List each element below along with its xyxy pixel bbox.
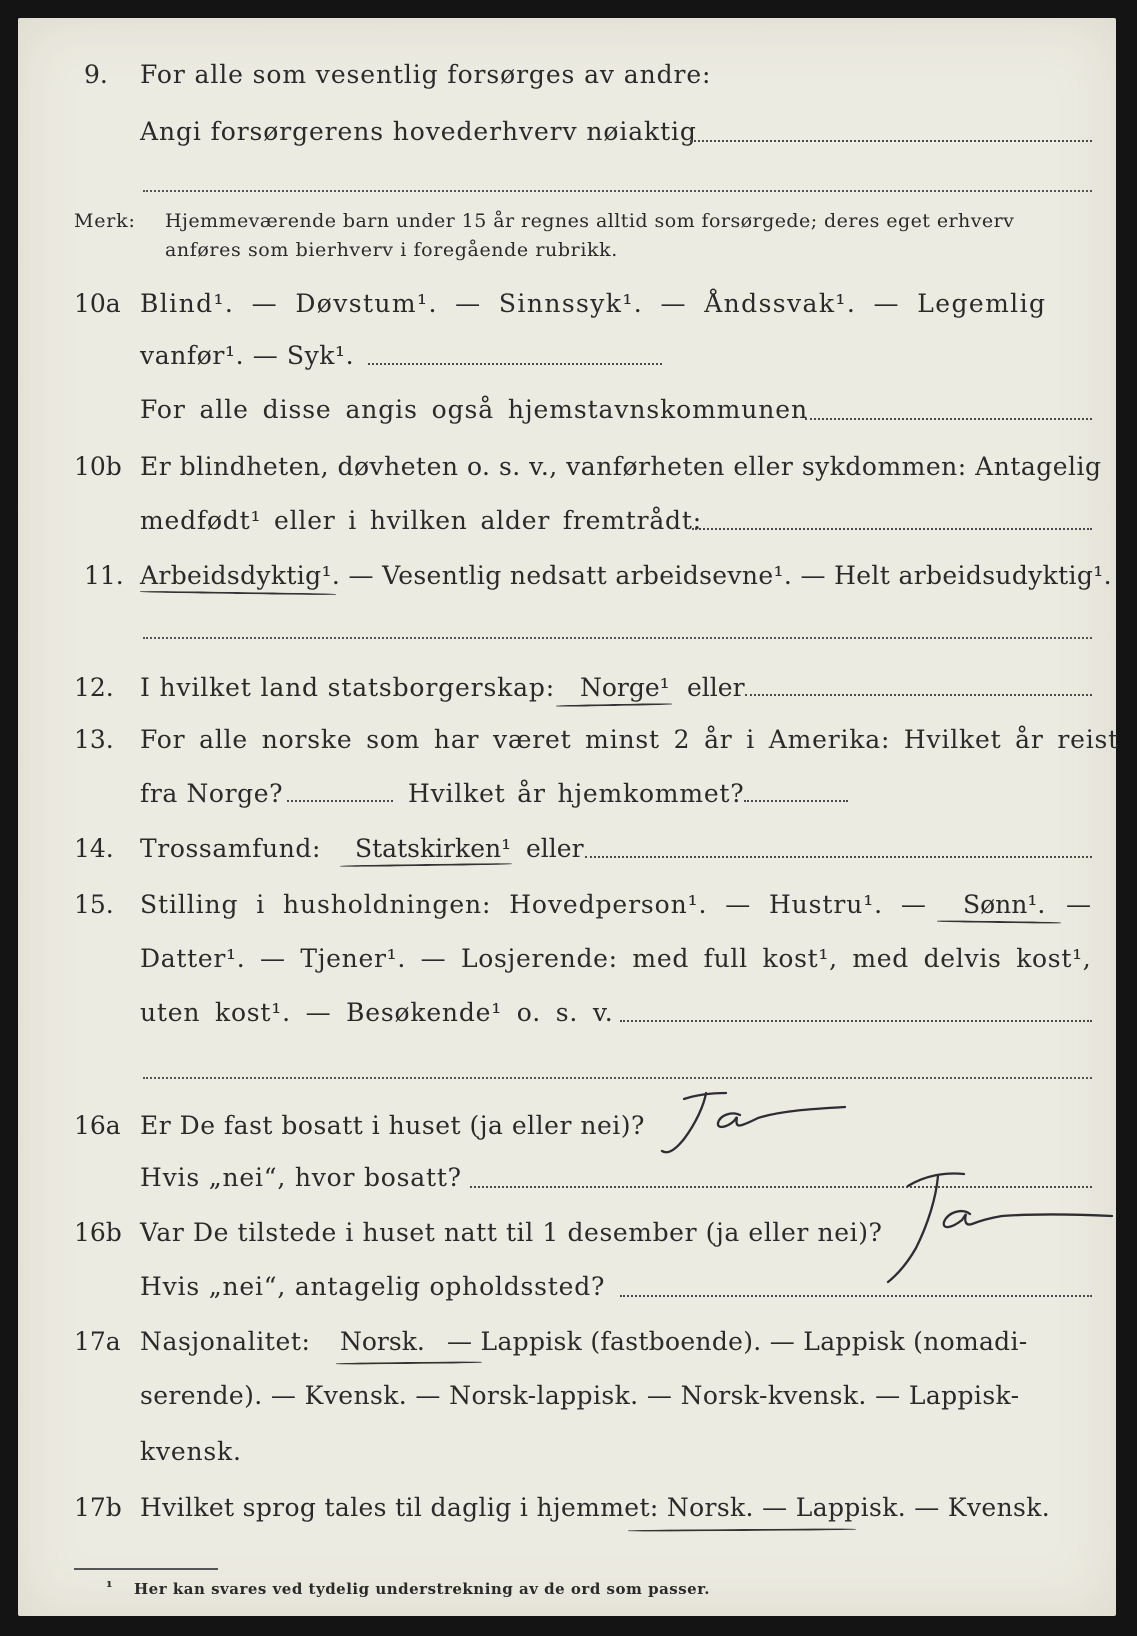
q10b-line1: Er blindheten, døvheten o. s. v., vanførheten eller sykdommen: Antagelig xyxy=(140,452,1102,481)
q10b-line2: medfødt¹ eller i hvilken alder fremtrådt: xyxy=(140,506,702,535)
q16b-line2: Hvis „nei“, antagelig opholdssted? xyxy=(140,1272,606,1301)
q12-norge: Norge¹ xyxy=(580,673,670,702)
q14-eller: eller xyxy=(526,834,584,863)
q15-number: 15. xyxy=(74,890,114,919)
q11-number: 11. xyxy=(84,561,124,590)
svg-text:Ja: Ja xyxy=(640,1085,641,1086)
q13-line2a: fra Norge? xyxy=(140,779,284,808)
q15-answer-line-2[interactable] xyxy=(143,1077,1092,1079)
merk-line1: Hjemmeværende barn under 15 år regnes alltid som forsørgede; deres eget erhverv xyxy=(165,210,1015,232)
q12-answer-line[interactable] xyxy=(745,694,1092,696)
q10b-number: 10b xyxy=(74,452,122,481)
q17a-number: 17a xyxy=(74,1327,121,1356)
q17a-rest1: — Lappisk (fastboende). — Lappisk (nomadi- xyxy=(447,1327,1028,1356)
q14-statskirken: Statskirken¹ xyxy=(355,834,512,863)
q11-line1: Arbeidsdyktig¹. — Vesentlig nedsatt arbeidsevne¹. — Helt arbeidsudyktig¹. xyxy=(140,561,1112,590)
q9-answer-line-2[interactable] xyxy=(143,190,1092,192)
q17a-line2: serende). — Kvensk. — Norsk-lappisk. — Norsk-kvensk. — Lappisk- xyxy=(140,1381,1020,1410)
q13-line2b: Hvilket år hjemkommet? xyxy=(408,779,745,808)
q16b-line1: Var De tilstede i huset natt til 1 desember (ja eller nei)? xyxy=(140,1218,883,1247)
q17b-line1: Hvilket sprog tales til daglig i hjemmet: Norsk. — Lappisk. — Kvensk. xyxy=(140,1493,1051,1522)
q10a-hjemstavn-line[interactable] xyxy=(805,418,1092,420)
q13-number: 13. xyxy=(74,725,114,754)
footnote-mark: ¹ xyxy=(106,1578,113,1596)
q9-line2: Angi forsørgerens hovederhverv nøiaktig xyxy=(140,117,697,146)
q17a-label: Nasjonalitet: xyxy=(140,1327,311,1356)
q16a-line2: Hvis „nei“, hvor bosatt? xyxy=(140,1163,462,1192)
q15-answer-line[interactable] xyxy=(620,1020,1092,1022)
merk-line2: anføres som bierhverv i foregående rubrikk. xyxy=(165,239,618,261)
footnote-divider xyxy=(74,1568,218,1570)
q13-hjemkommet-line[interactable] xyxy=(744,800,848,802)
q13-reist-line[interactable] xyxy=(287,800,393,802)
q14-answer-line[interactable] xyxy=(585,856,1092,858)
q9-line1: For alle som vesentlig forsørges av andre: xyxy=(140,60,712,89)
q17b-number: 17b xyxy=(74,1493,122,1522)
q14-label: Trossamfund: xyxy=(140,834,322,863)
q16b-answer-line[interactable] xyxy=(620,1295,1092,1297)
svg-text:Ja: Ja xyxy=(880,1162,881,1163)
footnote-text: Her kan svares ved tydelig understrekning av de ord som passer. xyxy=(134,1580,710,1598)
q16a-answer-handwriting xyxy=(640,1085,850,1175)
q17a-line3: kvensk. xyxy=(140,1437,242,1466)
q12-number: 12. xyxy=(74,673,114,702)
q15-line3: uten kost¹. — Besøkende¹ o. s. v. xyxy=(140,998,614,1027)
q15-line1: Stilling i husholdningen: Hovedperson¹. — Hustru¹. — xyxy=(140,890,927,919)
merk-label: Merk: xyxy=(74,210,136,232)
q14-number: 14. xyxy=(74,834,114,863)
q12-eller: eller xyxy=(687,673,745,702)
q9-number: 9. xyxy=(84,60,108,89)
q10b-answer-line[interactable] xyxy=(692,528,1092,530)
q17a-norsk: Norsk. xyxy=(340,1327,425,1356)
q15-sonn: Sønn¹. xyxy=(963,890,1046,919)
q15-line2: Datter¹. — Tjener¹. — Losjerende: med full kost¹, med delvis kost¹, xyxy=(140,944,1092,973)
q11-answer-line[interactable] xyxy=(143,637,1092,639)
q10a-answer-line[interactable] xyxy=(368,363,662,365)
q9-answer-line[interactable] xyxy=(690,140,1092,142)
q10a-number: 10a xyxy=(74,289,121,318)
q16a-line1: Er De fast bosatt i huset (ja eller nei)? xyxy=(140,1111,645,1140)
q10a-line3: For alle disse angis også hjemstavnskommunen xyxy=(140,395,808,424)
q16a-number: 16a xyxy=(74,1111,121,1140)
q12-line1: I hvilket land statsborgerskap: xyxy=(140,673,555,702)
q16b-answer-handwriting xyxy=(880,1162,1120,1302)
q10a-line2: vanfør¹. — Syk¹. xyxy=(140,341,355,370)
q13-line1: For alle norske som har været minst 2 år i Amerika: Hvilket år reist xyxy=(140,725,1120,754)
q16b-number: 16b xyxy=(74,1218,122,1247)
q10a-line1: Blind¹. — Døvstum¹. — Sinnssyk¹. — Åndssvak¹. — Legemlig xyxy=(140,289,1047,318)
q15-dash: — xyxy=(1066,890,1091,919)
